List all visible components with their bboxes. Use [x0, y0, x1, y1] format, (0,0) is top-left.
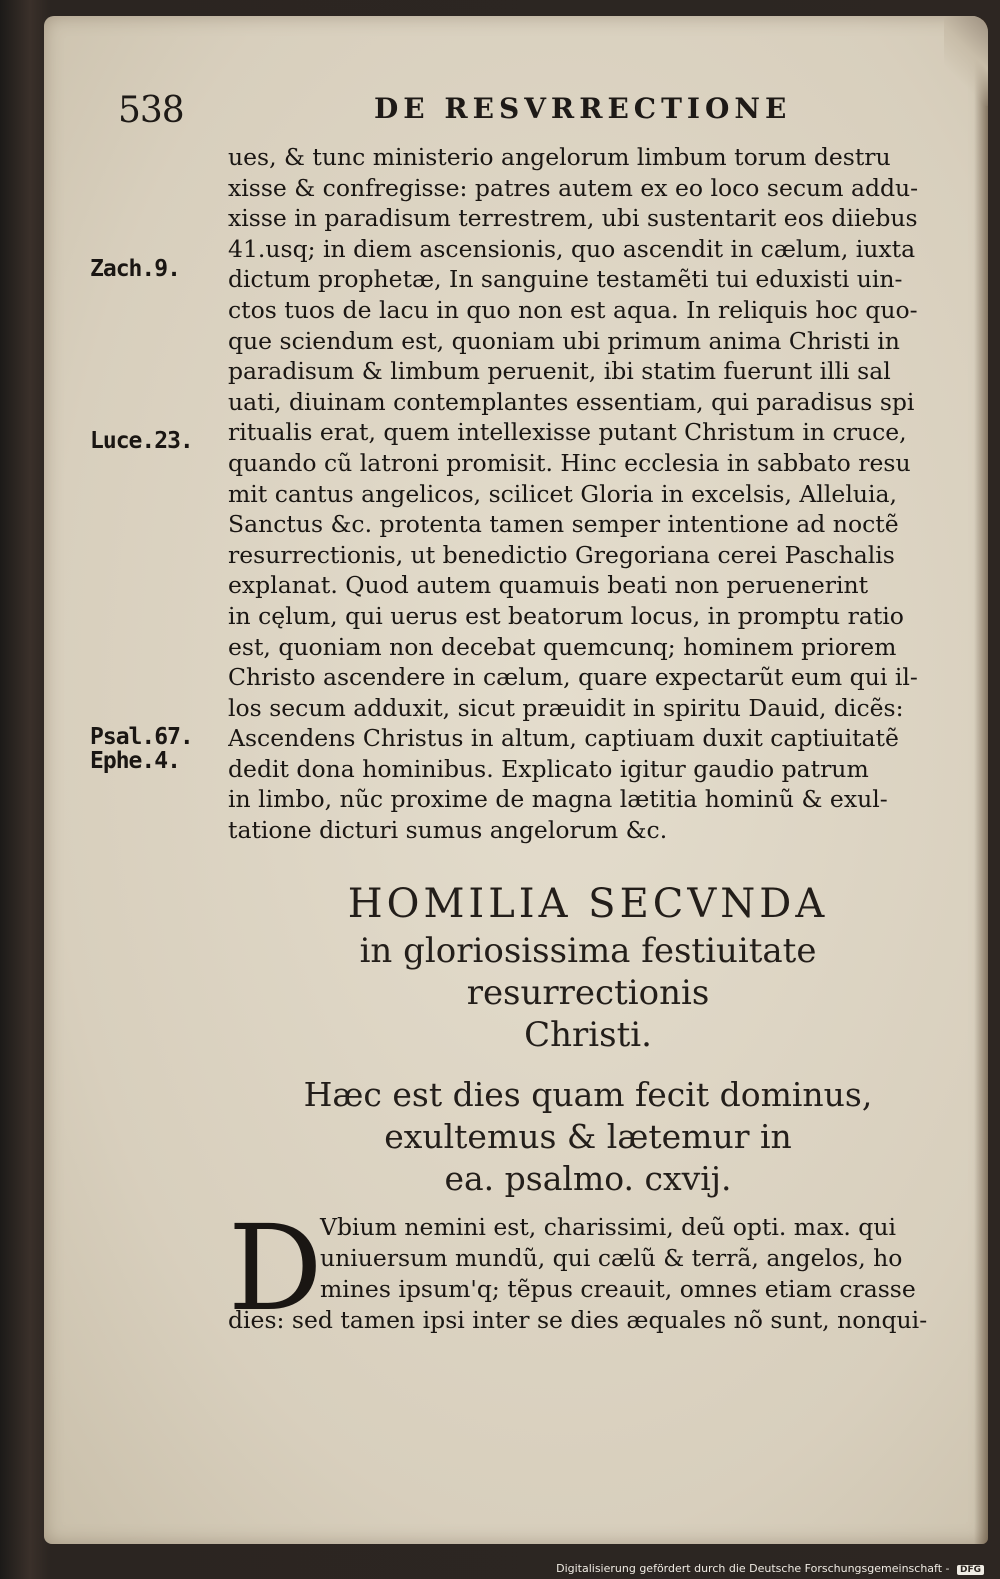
body-line: xisse & confregisse: patres autem ex eo loco secum addu- [228, 173, 919, 202]
body-line: dictum prophetæ, In sanguine testamẽti tui eduxisti uin- [228, 265, 903, 294]
body-line: explanat. Quod autem quamuis beati non peruenerint [228, 571, 869, 600]
body-line: Christo ascendere in cælum, quare expectarũt eum qui il- [228, 663, 918, 692]
drop-cap: D [228, 1199, 323, 1337]
body-line: quando cũ latroni promisit. Hinc ecclesia in sabbato resu [228, 448, 911, 477]
body-line: in cęlum, qui uerus est beatorum locus, in promptu ratio [228, 601, 904, 630]
page-number: 538 [118, 90, 184, 131]
body-line: mit cantus angelicos, scilicet Gloria in excelsis, Alleluia, [228, 479, 897, 508]
body-line: paradisum & limbum peruenit, ibi statim fuerunt illi sal [228, 357, 891, 386]
scripture-verse [228, 1074, 948, 1200]
opening-line: uniuersum mundũ, qui cælũ & terrã, angelos, ho [320, 1244, 903, 1272]
homily-title-line: HOMILIA SECVNDA [347, 881, 829, 927]
body-line: ritualis erat, quem intellexisse putant Christum in cruce, [228, 418, 907, 447]
page-header [118, 88, 918, 138]
opening-line: Vbium nemini est, charissimi, deũ opti. max. qui [320, 1213, 896, 1241]
margin-note-zach: Zach.9. [90, 256, 180, 282]
body-line: que sciendum est, quoniam ubi primum anima Christi in [228, 326, 900, 355]
digitization-credit [556, 1562, 984, 1575]
body-line: est, quoniam non decebat quemcunq; hominem priorem [228, 632, 897, 661]
running-title: DE RESVRRECTIONE [374, 92, 792, 125]
body-text [228, 142, 948, 846]
scripture-line: ea. psalmo. cxvij. [444, 1159, 732, 1198]
body-line: ues, & tunc ministerio angelorum limbum torum destru [228, 143, 891, 171]
body-line: dedit dona hominibus. Explicato igitur gaudio patrum [228, 754, 869, 783]
margin-note-luce: Luce.23. [90, 428, 193, 454]
homily-title-line: in gloriosissima festiuitate [359, 931, 817, 971]
body-line: ctos tuos de lacu in quo non est aqua. In reliquis hoc quo- [228, 295, 918, 324]
body-line: 41.usq; in diem ascensionis, quo ascendit in cælum, iuxta [228, 234, 916, 263]
body-line: los secum adduxit, sicut præuidit in spiritu Dauid, dicẽs: [228, 693, 904, 722]
body-line: tatione dicturi sumus angelorum &c. [228, 816, 668, 845]
scripture-line: Hæc est dies quam fecit dominus, [303, 1075, 873, 1114]
page-curl [944, 16, 988, 106]
body-line: Ascendens Christus in altum, captiuam duxit captiuitatẽ [228, 724, 899, 753]
page-edge-shadow [974, 16, 988, 1544]
body-line: resurrectionis, ut benedictio Gregoriana cerei Paschalis [228, 540, 895, 569]
homily-title-line: resurrectionis [466, 973, 710, 1013]
body-line: in limbo, nũc proxime de magna lætitia hominũ & exul- [228, 785, 888, 814]
body-line: uati, diuinam contemplantes essentiam, qui paradisus spi [228, 387, 915, 416]
body-line: xisse in paradisum terrestrem, ubi sustentarit eos diiebus [228, 204, 918, 233]
margin-note-psal: Psal.67. [90, 724, 193, 750]
dfg-logo: DFG [957, 1565, 984, 1575]
homily-title [228, 878, 948, 1056]
credit-text: Digitalisierung gefördert durch die Deutsche Forschungsgemeinschaft - [556, 1562, 950, 1575]
opening-paragraph [228, 1199, 948, 1337]
scripture-line: exultemus & lætemur in [384, 1117, 792, 1156]
margin-note-ephe: Ephe.4. [90, 748, 180, 774]
body-line: Sanctus &c. protenta tamen semper intentione ad noctẽ [228, 510, 899, 539]
opening-line: dies: sed tamen ipsi inter se dies æquales nõ sunt, nonqui- [228, 1306, 928, 1334]
homily-title-line: Christi. [524, 1015, 652, 1055]
opening-line: mines ipsum'q; tẽpus creauit, omnes etiam crasse [320, 1275, 916, 1303]
